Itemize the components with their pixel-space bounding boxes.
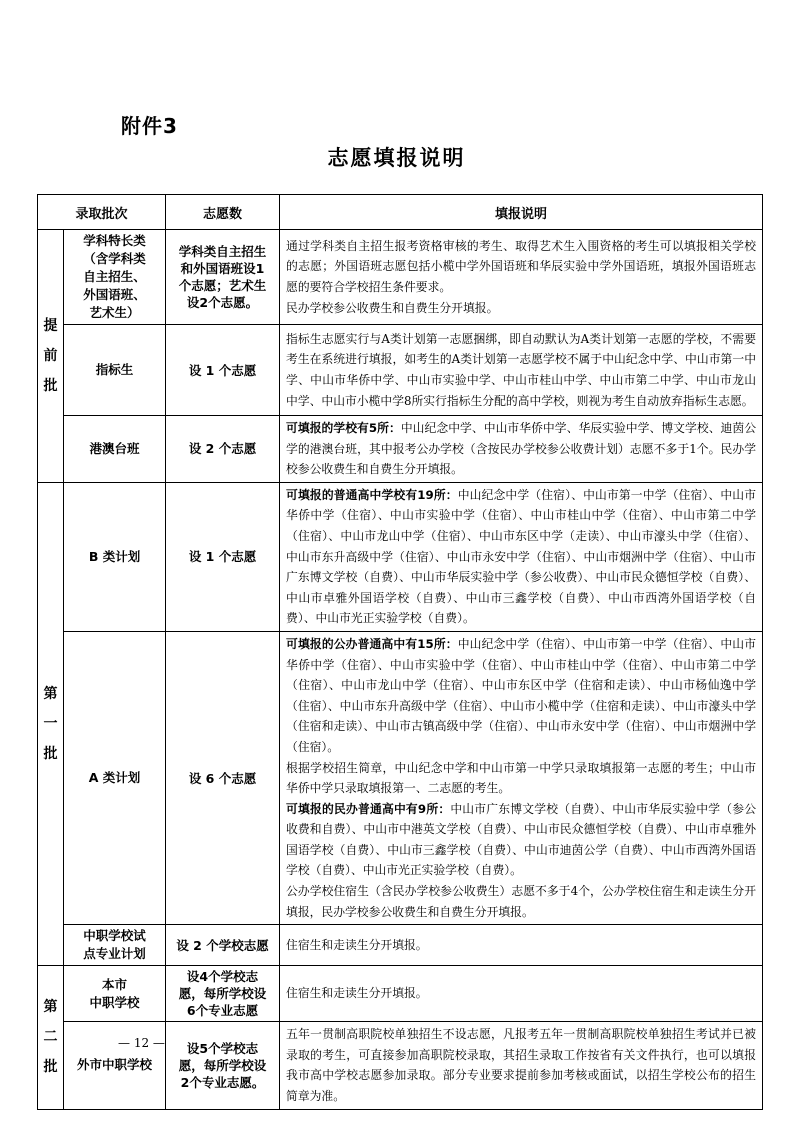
count-cell: 设 1 个志愿 [166, 325, 280, 416]
table-row [38, 631, 763, 924]
page-number: — 12 — [118, 1036, 165, 1050]
table-row [38, 416, 763, 483]
header-count: 志愿数 [166, 195, 280, 230]
page-title: 志愿填报说明 [327, 146, 466, 170]
category-cell: 学科特长类 （含学科类 自主招生、 外国语班、 艺术生） [64, 230, 166, 325]
header-desc: 填报说明 [280, 195, 763, 230]
category-cell: A 类计划 [64, 631, 166, 924]
desc-cell: 住宿生和走读生分开填报。 [280, 966, 763, 1022]
desc-cell: 指标生志愿实行与A类计划第一志愿捆绑，即自动默认为A类计划第一志愿的学校，不需要考生在系统进行填报，如考生的A类计划第一志愿学校不属于中山纪念中学、中山市第一中学、中山市华侨中学、中山市实验中学、中山市桂山中学、中山市第二中学、中山市龙山中学、中山市小榄中学8所实行指标生分配的高中学校，则视为考生自动放弃指标生志愿。 [280, 325, 763, 416]
table-row [38, 925, 763, 966]
table-row [38, 966, 763, 1022]
attachment-label: 附件3 [121, 114, 178, 138]
count-cell: 学科类自主招生 和外国语班设1 个志愿；艺术生 设2个志愿。 [166, 230, 280, 325]
count-cell: 设 2 个志愿 [166, 416, 280, 483]
category-cell: 中职学校试 点专业计划 [64, 925, 166, 966]
desc-cell: 通过学科类自主招生报考资格审核的考生、取得艺术生入围资格的考生可以填报相关学校的志愿；外国语班志愿包括小榄中学外国语班和华辰实验中学外国语班，填报外国语班志愿的要符合学校招生条件要求。 民办学校参公收费生和自费生分开填报。 [280, 230, 763, 325]
batch-early: 提 前 批 [38, 230, 64, 483]
category-cell: 外市中职学校 [64, 1022, 166, 1109]
desc-cell: 可填报的公办普通高中有15所：中山纪念中学（住宿）、中山市第一中学（住宿）、中山市华侨中学（住宿）、中山市实验中学（住宿）、中山市桂山中学（住宿）、中山市第二中学（住宿）、中山市龙山中学（住宿）、中山市东区中学（住宿和走读）、中山市杨仙逸中学（住宿）、中山市东升高级中学（住宿）、中山市小榄中学（住宿和走读）、中山市濠头中学（住宿和走读）、中山市古镇高级中学（住宿）、中山市永安中学（住宿）、中山市烟洲中学（住宿）。 根据学校招生简章，中山纪念中学和中山市第一中学只录取填报第一志愿的考生；中山市华侨中学只录取填报第一、二志愿的考生。 可填报的民办普通高中有9所：中山市广东博文学校（自费）、中山市华辰实验中学（参公收费和自费）、中山市中港英文学校（自费）、中山市民众德恒学校（自费）、中山市卓雅外国语学校（自费）、中山市三鑫学校（自费）、中山市迪茵公学（自费）、中山市西湾外国语学校（自费）、中山市光正实验学校（自费）。 公办学校住宿生（含民办学校参公收费生）志愿不多于4个，公办学校住宿生和走读生分开填报，民办学校参公收费生和自费生分开填报。 [280, 631, 763, 924]
table-row [38, 482, 763, 631]
category-cell: 港澳台班 [64, 416, 166, 483]
desc-cell: 可填报的普通高中学校有19所：中山纪念中学（住宿）、中山市第一中学（住宿）、中山市华侨中学（住宿）、中山市实验中学（住宿）、中山市桂山中学（住宿）、中山市第二中学（住宿）、中山市龙山中学（住宿）、中山市东区中学（走读）、中山市濠头中学（住宿）、中山市东升高级中学（住宿）、中山市永安中学（住宿）、中山市烟洲中学（住宿）、中山市广东博文学校（自费）、中山市华辰实验中学（参公收费）、中山市民众德恒学校（自费）、中山市卓雅外国语学校（自费）、中山市三鑫学校（自费）、中山市西湾外国语学校（自费）、中山市光正实验学校（自费）。 [280, 482, 763, 631]
count-cell: 设 6 个志愿 [166, 631, 280, 924]
volunteer-table [37, 194, 763, 1110]
table-row [38, 325, 763, 416]
batch-second: 第 二 批 [38, 966, 64, 1109]
category-cell: B 类计划 [64, 482, 166, 631]
count-cell: 设 1 个志愿 [166, 482, 280, 631]
table-header-row [38, 195, 763, 230]
table-row [38, 230, 763, 325]
category-cell: 本市 中职学校 [64, 966, 166, 1022]
table-row [38, 1022, 763, 1109]
category-cell: 指标生 [64, 325, 166, 416]
desc-cell: 可填报的学校有5所：中山纪念中学、中山市华侨中学、华辰实验中学、博文学校、迪茵公学的港澳台班，其中报考公办学校（含按民办学校参公收费计划）志愿不多于1个。民办学校参公收费生和自费生分开填报。 [280, 416, 763, 483]
count-cell: 设 2 个学校志愿 [166, 925, 280, 966]
desc-cell: 五年一贯制高职院校单独招生不设志愿，凡报考五年一贯制高职院校单独招生考试并已被录取的考生，可直接参加高职院校录取，其招生录取工作按省有关文件执行，也可以填报我市高中学校志愿参加录取。部分专业要求提前参加考核或面试，以招生学校公布的招生简章为准。 [280, 1022, 763, 1109]
count-cell: 设5个学校志 愿，每所学校设 2个专业志愿。 [166, 1022, 280, 1109]
desc-cell: 住宿生和走读生分开填报。 [280, 925, 763, 966]
batch-first: 第 一 批 [38, 482, 64, 965]
header-batch: 录取批次 [38, 195, 166, 230]
count-cell: 设4个学校志 愿，每所学校设 6个专业志愿 [166, 966, 280, 1022]
